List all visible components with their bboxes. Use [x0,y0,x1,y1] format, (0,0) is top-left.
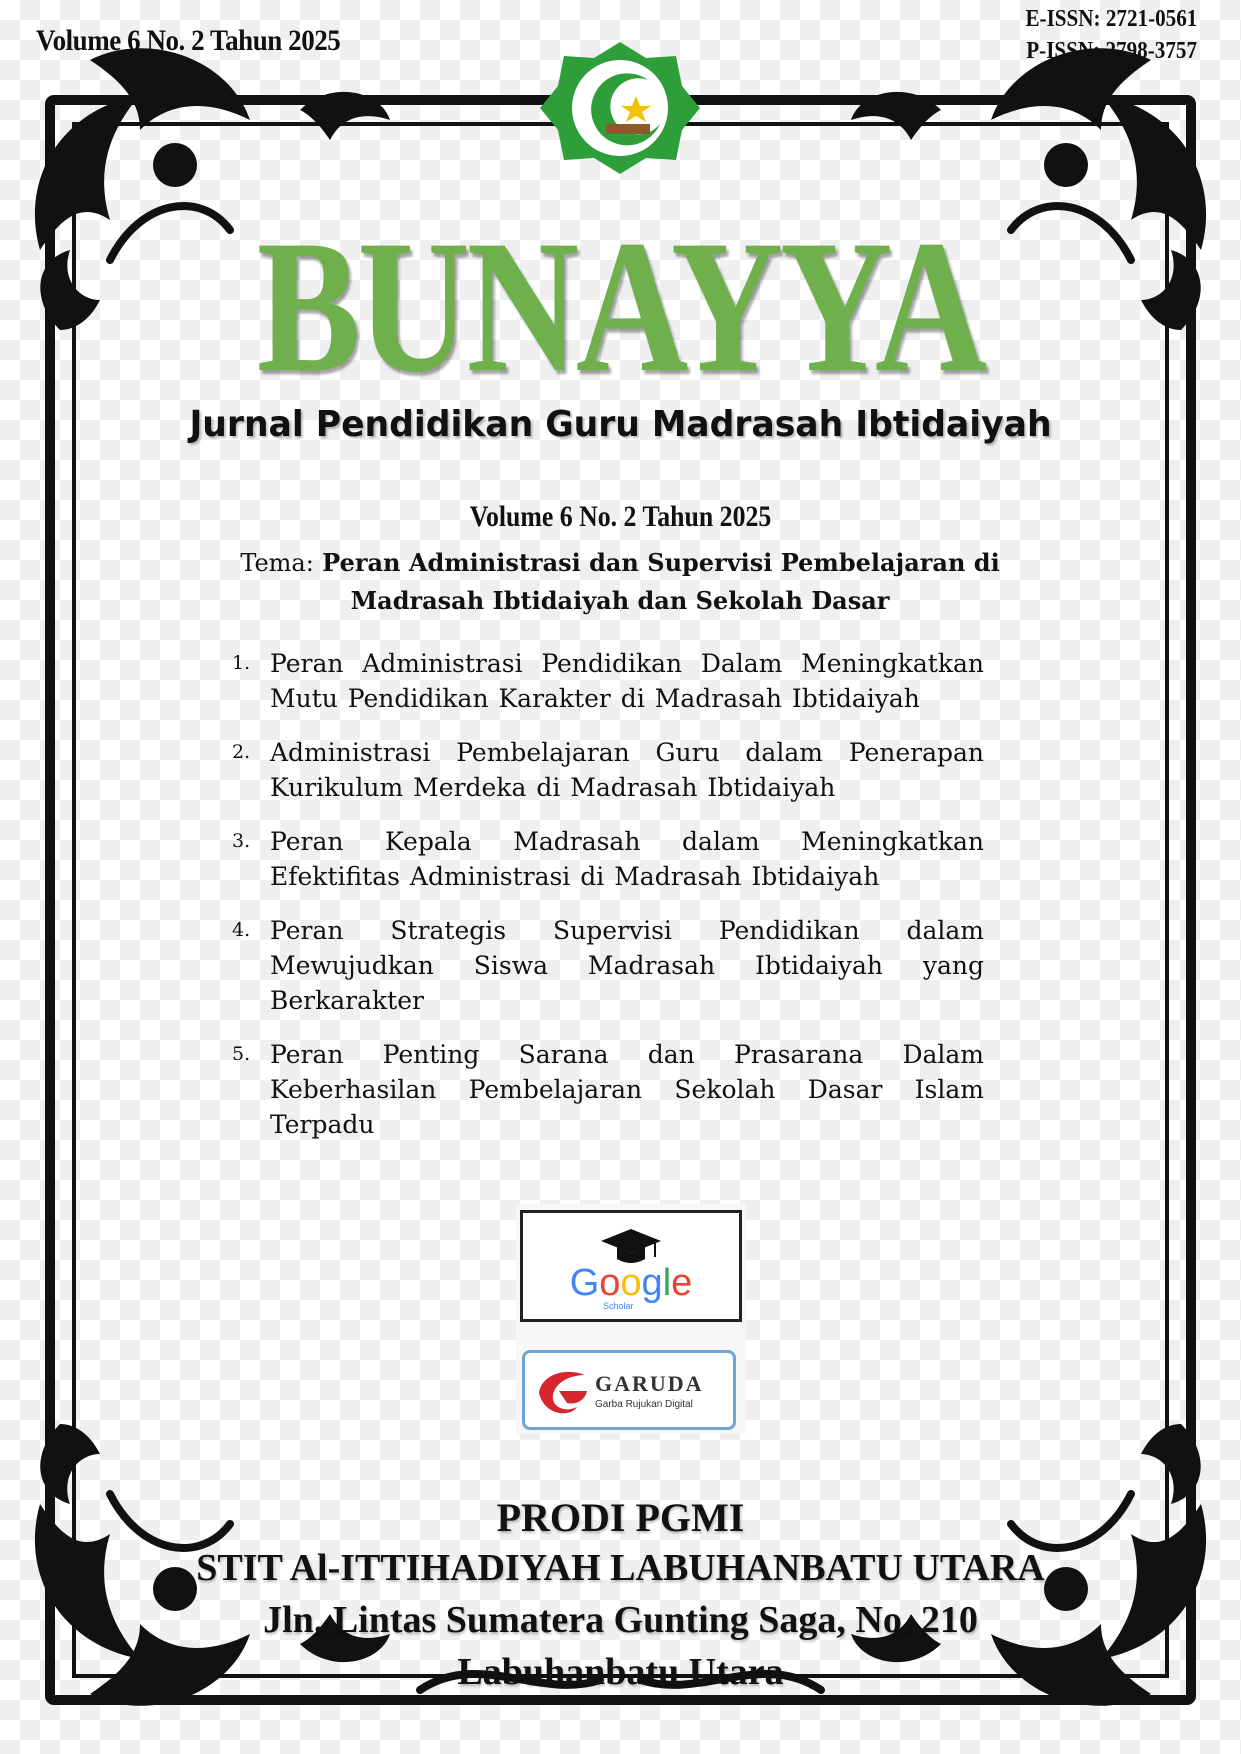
e-issn: E-ISSN: 2721-0561 [1025,6,1197,32]
article-title: Peran Administrasi Pendidikan Dalam Meningkatkan Mutu Pendidikan Karakter di Madrasah Ibtidaiyah [270,649,984,713]
scholar-label: Scholar [603,1301,634,1311]
article-number: 1. [232,652,251,674]
article-title: Peran Strategis Supervisi Pendidikan dalam Mewujudkan Siswa Madrasah Ibtidaiyah yang Berkarakter [270,916,984,1015]
article-number: 5. [232,1043,251,1065]
list-item [222,824,984,894]
article-number: 4. [232,919,251,941]
article-title: Administrasi Pembelajaran Guru dalam Penerapan Kurikulum Merdeka di Madrasah Ibtidaiyah [270,738,984,802]
issue-volume: Volume 6 No. 2 Tahun 2025 [469,500,772,533]
google-scholar-badge[interactable] [520,1210,742,1322]
list-item [222,646,984,716]
garuda-wordmark: GARUDA [595,1371,704,1396]
journal-subtitle: Jurnal Pendidikan Guru Madrasah Ibtidaiyah [189,404,1052,445]
list-item [222,1037,984,1142]
google-wordmark: Google [569,1262,693,1304]
graduation-cap-icon [601,1229,661,1263]
theme-label: Tema: [240,549,314,577]
garuda-bird-icon [539,1372,587,1413]
issue-theme [200,544,1040,620]
header-volume-line: Volume 6 No. 2 Tahun 2025 [36,24,341,57]
google-scholar-logo [523,1213,739,1319]
journal-logo-star-book-icon [540,42,700,174]
p-issn: P-ISSN: 2798-3757 [1026,38,1197,64]
garuda-badge[interactable] [522,1350,736,1430]
footer-program: PRODI PGMI [496,1495,745,1540]
article-title: Peran Kepala Madrasah dalam Meningkatkan Efektifitas Administrasi di Madrasah Ibtidaiyah [270,827,984,891]
list-item [222,913,984,1018]
article-number: 3. [232,830,251,852]
footer-institution: STIT Al-ITTIHADIYAH LABUHANBATU UTARA [196,1547,1045,1589]
article-number: 2. [232,741,251,763]
journal-title: BUNAYYA [256,202,985,412]
article-title: Peran Penting Sarana dan Prasarana Dalam Keberhasilan Pembelajaran Sekolah Dasar Islam Terpadu [270,1040,984,1139]
footer-address: Jln. Lintas Sumatera Gunting Saga, No. 210 [263,1599,978,1641]
footer-city: Labuhanbatu Utara [457,1651,784,1693]
garuda-tagline: Garba Rujukan Digital [595,1399,693,1410]
garuda-logo [525,1353,733,1427]
theme-line-2: Madrasah Ibtidaiyah dan Sekolah Dasar [350,586,890,615]
list-item [222,735,984,805]
article-list [222,646,984,1161]
theme-line-1: Peran Administrasi dan Supervisi Pembelajaran di [322,548,1000,577]
